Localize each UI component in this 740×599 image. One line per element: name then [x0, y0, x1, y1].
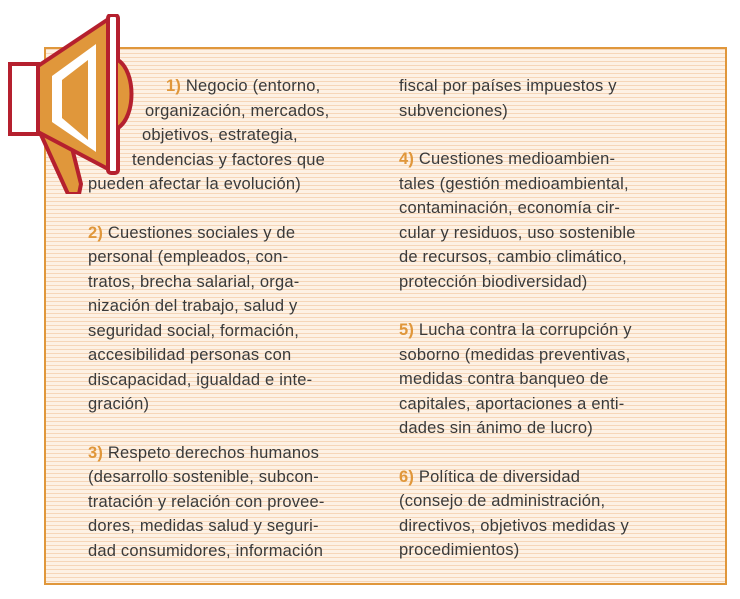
item-number: 5)	[399, 321, 415, 339]
megaphone-icon	[8, 14, 143, 194]
item-text-line: tales (gestión medioambiental,	[399, 174, 629, 193]
item-text-line: subvenciones)	[399, 101, 508, 120]
item-text-line: procedimientos)	[399, 541, 520, 559]
item-text-line: Política de diversidad	[418, 467, 581, 486]
item-text-line: pueden afectar la evolución)	[88, 175, 301, 193]
item-text-line: tendencias y factores que	[132, 150, 326, 169]
item-number: 4)	[399, 150, 415, 168]
item-text-line: contaminación, economía cir-	[399, 199, 621, 217]
item-text-line: dores, medidas salud y seguri-	[88, 517, 319, 535]
item-text-line: Cuestiones medioambien-	[418, 150, 616, 168]
item-text-line: (consejo de administración,	[399, 492, 606, 510]
item-text-line: dades sin ánimo de lucro)	[399, 419, 593, 437]
item-text-line: dad consumidores, información	[88, 541, 324, 560]
item-diversidad	[399, 465, 699, 563]
item-text-line: medidas contra banqueo de	[399, 370, 609, 388]
item-text-line: nización del trabajo, salud y	[88, 297, 298, 315]
item-text-line: organización, mercados,	[145, 101, 330, 120]
item-derechos-humanos	[88, 441, 388, 564]
item-text-line: Lucha contra la corrupción y	[418, 321, 632, 339]
item-number: 2)	[88, 223, 104, 242]
item-text-line: seguridad social, formación,	[88, 321, 300, 340]
item-text-line: Respeto derechos humanos	[107, 443, 320, 462]
item-text-line: personal (empleados, con-	[88, 248, 289, 266]
item-text-line: objetivos, estrategia,	[142, 126, 298, 144]
item-cuestiones-sociales	[88, 221, 388, 417]
item-text-line: gración)	[88, 395, 150, 413]
item-text-line: Negocio (entorno,	[185, 77, 321, 95]
item-text-line: soborno (medidas preventivas,	[399, 345, 631, 364]
item-text-line: de recursos, cambio climático,	[399, 248, 627, 266]
item-text-line: protección biodiversidad)	[399, 272, 588, 291]
item-text-line: Cuestiones sociales y de	[107, 223, 296, 242]
item-text-line: cular y residuos, uso sostenible	[399, 223, 636, 242]
item-number: 3)	[88, 443, 104, 462]
item-text-line: discapacidad, igualdad e inte-	[88, 370, 313, 389]
item-text-line: tratación y relación con provee-	[88, 492, 325, 511]
item-text-line: accesibilidad personas con	[88, 346, 292, 364]
item-medioambientales	[399, 147, 699, 294]
info-panel	[44, 47, 727, 585]
item-number: 1)	[166, 77, 182, 95]
item-text-line: tratos, brecha salarial, orga-	[88, 272, 300, 291]
item-derechos-humanos-cont	[399, 74, 699, 123]
item-number: 6)	[399, 467, 415, 486]
item-text-line: fiscal por países impuestos y	[399, 77, 617, 95]
item-text-line: directivos, objetivos medidas y	[399, 516, 629, 535]
item-text-line: capitales, aportaciones a enti-	[399, 394, 625, 413]
item-text-line: (desarrollo sostenible, subcon-	[88, 468, 319, 486]
right-column	[399, 74, 699, 587]
item-corrupcion	[399, 318, 699, 441]
